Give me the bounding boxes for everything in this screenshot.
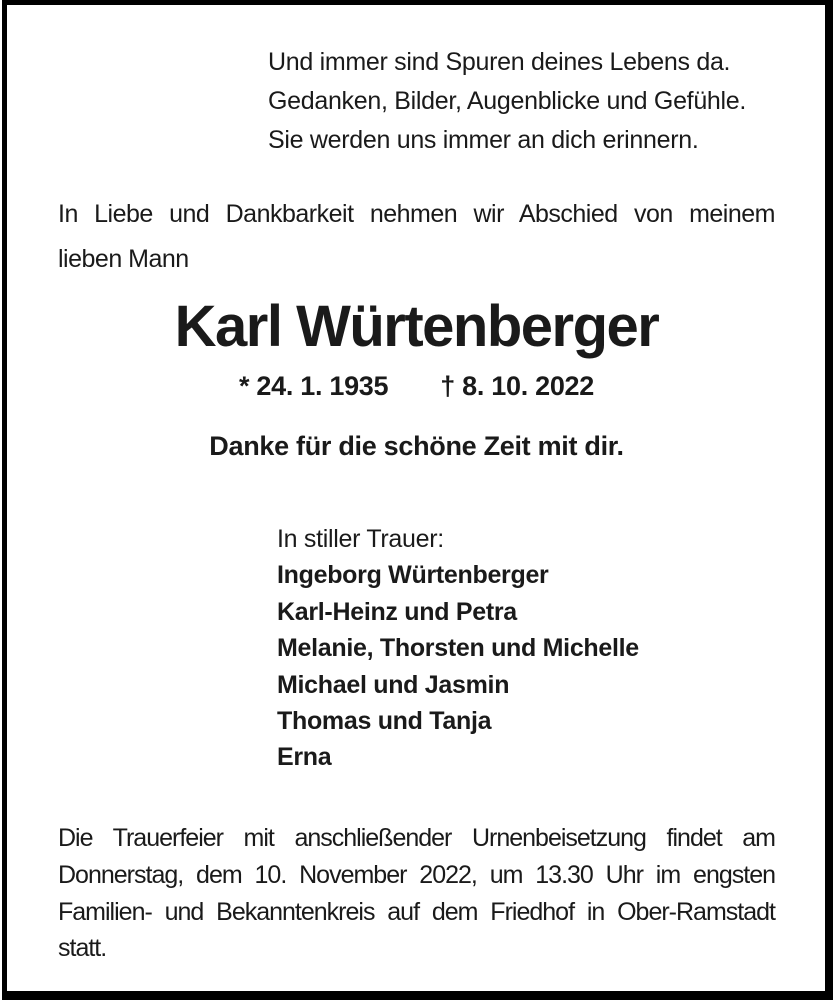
funeral-line: Donnerstag, dem 10. November 2022, um 13.30 Uhr im engsten — [58, 860, 775, 889]
mourner-name: Melanie, Thorsten und Michelle — [277, 634, 639, 663]
funeral-line: Die Trauerfeier mit anschließender Urnenbeisetzung findet am — [58, 824, 775, 852]
mourning-heading: In stiller Trauer: — [277, 525, 444, 553]
life-dates — [0, 370, 833, 403]
funeral-announcement — [58, 820, 775, 967]
birth-date: * 24. 1. 1935 — [239, 371, 389, 401]
mourner-name: Thomas und Tanja — [277, 707, 492, 736]
death-date: † 8. 10. 2022 — [440, 371, 594, 401]
intro-line: lieben Mann — [58, 245, 189, 273]
intro-line: In Liebe und Dankbarkeit nehmen wir Abschied von meinem — [58, 200, 775, 228]
mourner-name: Michael und Jasmin — [277, 670, 510, 699]
memorial-verse — [268, 43, 746, 160]
mourner-name: Erna — [277, 743, 332, 772]
verse-line: Und immer sind Spuren deines Lebens da. — [268, 48, 731, 76]
funeral-line: Familien- und Bekanntenkreis auf dem Friedhof in Ober-Ramstadt — [58, 897, 775, 926]
farewell-intro — [58, 192, 775, 282]
mourner-name: Ingeborg Würtenberger — [277, 561, 549, 590]
verse-line: Gedanken, Bilder, Augenblicke und Gefühle. — [268, 87, 747, 115]
mourner-name: Karl-Heinz und Petra — [277, 597, 517, 626]
mourners-block — [277, 521, 639, 776]
thanks-line: Danke für die schöne Zeit mit dir. — [209, 431, 624, 461]
verse-line: Sie werden uns immer an dich erinnern. — [268, 126, 699, 154]
funeral-line: statt. — [58, 934, 107, 963]
deceased-name: Karl Würtenberger — [174, 294, 659, 359]
